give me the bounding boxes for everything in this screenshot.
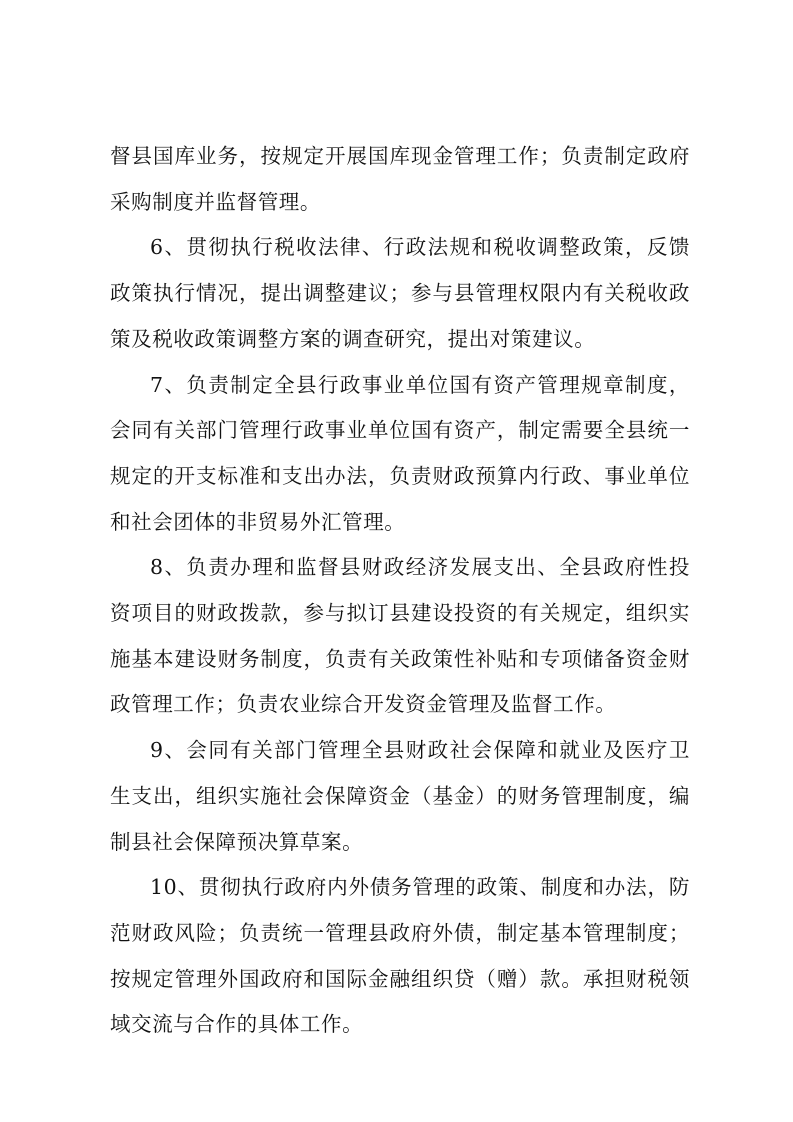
paragraph-item-10: 10、贯彻执行政府内外债务管理的政策、制度和办法，防范财政风险；负责统一管理县政府外债，制定基本管理制度；按规定管理外国政府和国际金融组织贷（赠）款。承担财税领域交流与合作的具体工作。 [110,875,690,1037]
document-page [110,134,690,1048]
paragraph-item-9: 9、会同有关部门管理全县财政社会保障和就业及医疗卫生支出，组织实施社会保障资金（基金）的财务管理制度，编制县社会保障预决算草案。 [110,738,690,854]
paragraph-item-7: 7、负责制定全县行政事业单位国有资产管理规章制度，会同有关部门管理行政事业单位国有资产，制定需要全县统一规定的开支标准和支出办法，负责财政预算内行政、事业单位和社会团体的非贸易外汇管理。 [110,372,690,534]
paragraph-item-8: 8、负责办理和监督县财政经济发展支出、全县政府性投资项目的财政拨款，参与拟订县建设投资的有关规定，组织实施基本建设财务制度，负责有关政策性补贴和专项储备资金财政管理工作；负责农业综合开发资金管理及监督工作。 [110,555,690,717]
paragraph-item-6: 6、贯彻执行税收法律、行政法规和税收调整政策，反馈政策执行情况，提出调整建议；参与县管理权限内有关税收政策及税收政策调整方案的调查研究，提出对策建议。 [110,235,690,351]
paragraph-continued: 督县国库业务，按规定开展国库现金管理工作；负责制定政府采购制度并监督管理。 [110,144,690,214]
